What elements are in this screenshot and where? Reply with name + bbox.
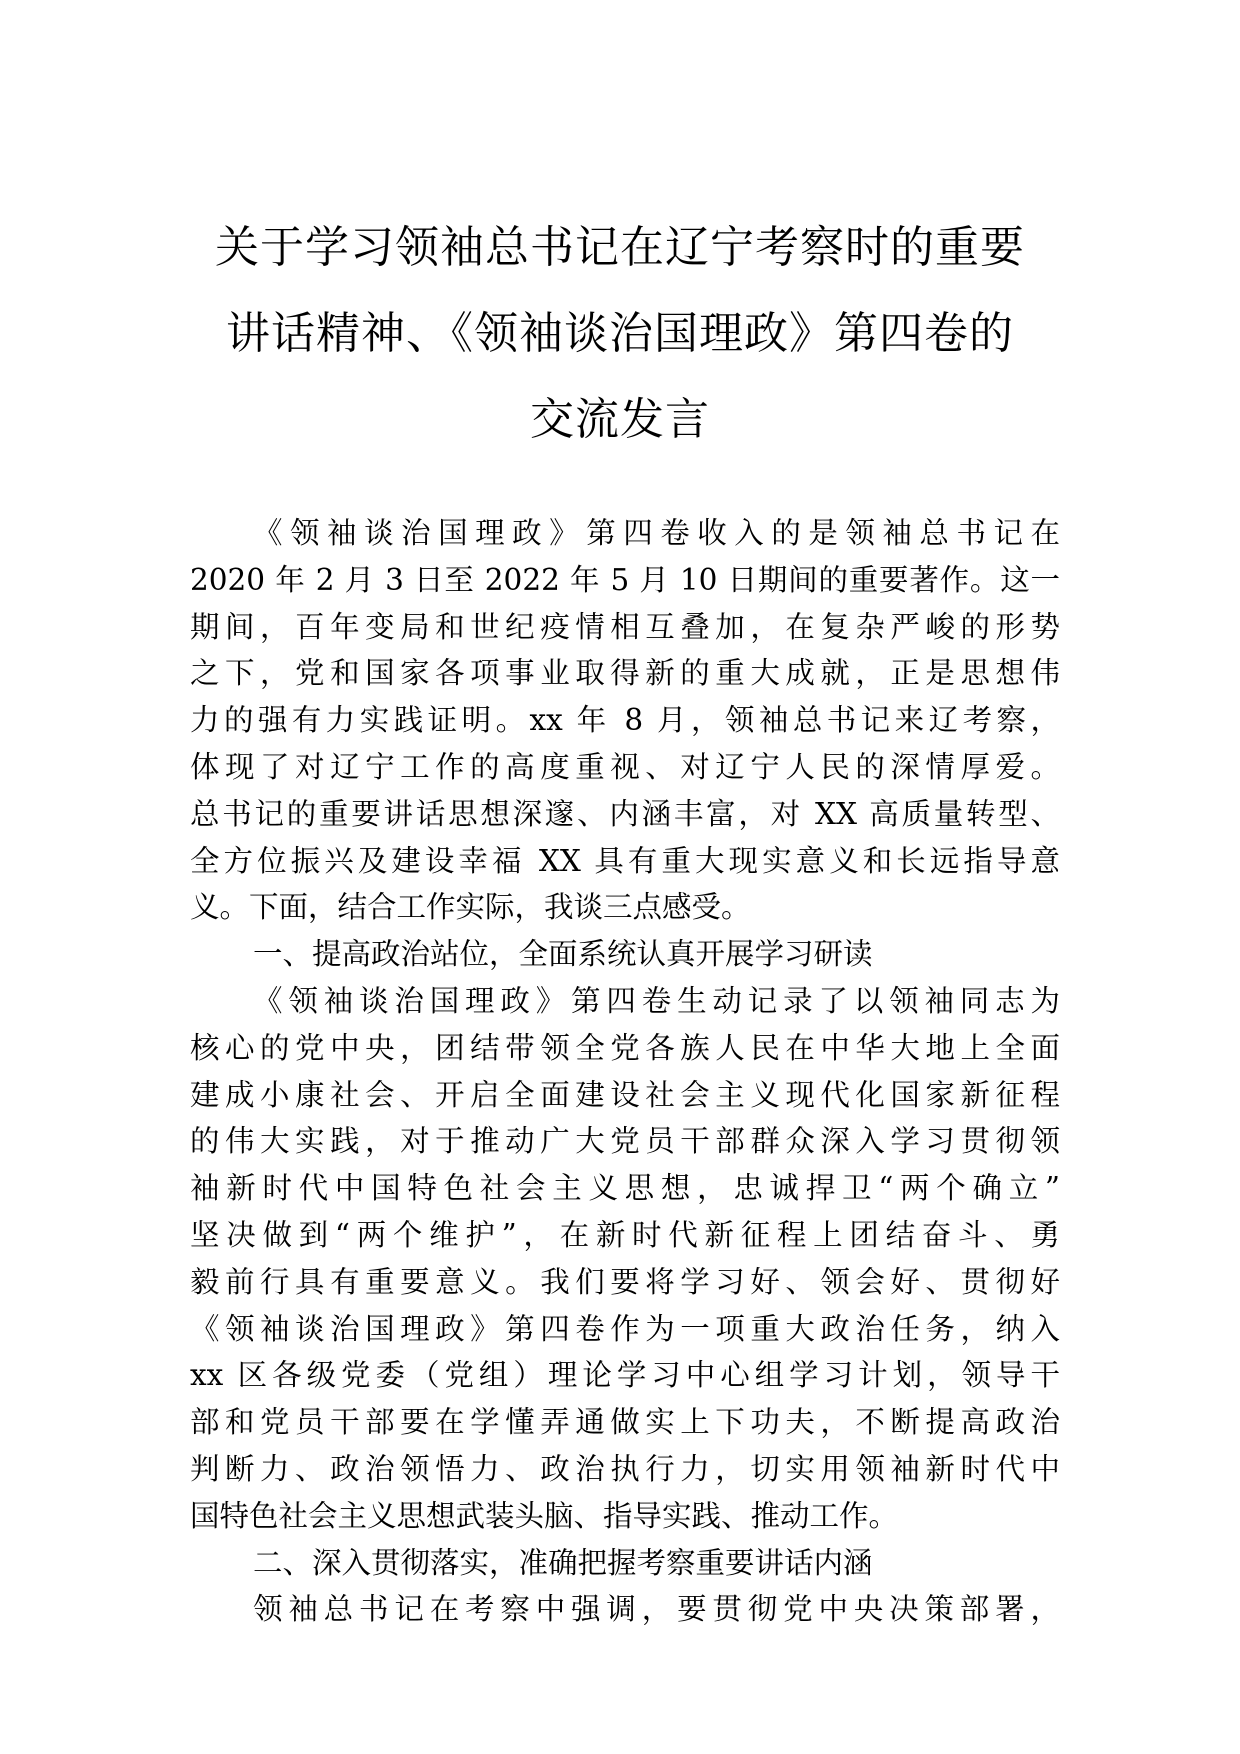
paragraph-line: 核心的党中央，团结带领全党各族人民在中华大地上全面 [190,1030,1060,1065]
section-heading: 二、深入贯彻落实，准确把握考察重要讲话内涵 [253,1545,873,1580]
paragraph-line: 义。下面，结合工作实际，我谈三点感受。 [190,890,751,925]
paragraph-line: 总书记的重要讲话思想深邃、内涵丰富，对 XX 高质量转型、 [190,796,1060,831]
paragraph-line: 的伟大实践，对于推动广大党员干部群众深入学习贯彻领 [190,1124,1060,1159]
paragraph-line: 袖新时代中国特色社会主义思想，忠诚捍卫“两个确立” [190,1171,1060,1206]
paragraph-line: 2020 年 2 月 3 日至 2022 年 5 月 10 日期间的重要著作。这一 [190,562,1060,597]
paragraph-line: 部和党员干部要在学懂弄通做实上下功夫，不断提高政治 [190,1405,1060,1440]
paragraph-line: 《领袖谈治国理政》第四卷作为一项重大政治任务，纳入 [190,1311,1060,1346]
paragraph-line: 《领袖谈治国理政》第四卷生动记录了以领袖同志为 [253,983,1060,1018]
document-title [150,205,1090,463]
title-line: 讲话精神、《领袖谈治国理政》第四卷的 [226,308,1014,359]
title-line: 交流发言 [530,394,710,445]
paragraph-line: 《领袖谈治国理政》第四卷收入的是领袖总书记在 [253,516,1060,550]
paragraph-line: 坚决做到“两个维护”，在新时代新征程上团结奋斗、勇 [190,1217,1060,1252]
paragraph-line: 全方位振兴及建设幸福 XX 具有重大现实意义和长远指导意 [190,843,1060,878]
document-body [190,510,1060,1633]
section-heading: 一、提高政治站位，全面系统认真开展学习研读 [253,937,873,972]
paragraph-line: 国特色社会主义思想武装头脑、指导实践、推动工作。 [190,1498,899,1533]
paragraph-line: 建成小康社会、开启全面建设社会主义现代化国家新征程 [190,1077,1060,1112]
paragraph-line: 毅前行具有重要意义。我们要将学习好、领会好、贯彻好 [190,1264,1060,1299]
paragraph-line: 之下，党和国家各项事业取得新的重大成就，正是思想伟 [190,656,1060,691]
paragraph-line: 力的强有力实践证明。xx 年 8 月，领袖总书记来辽考察， [190,703,1060,738]
paragraph-line: 领袖总书记在考察中强调，要贯彻党中央决策部署， [253,1592,1060,1627]
paragraph-line: xx 区各级党委（党组）理论学习中心组学习计划，领导干 [190,1358,1060,1393]
paragraph-line: 期间，百年变局和世纪疫情相互叠加，在复杂严峻的形势 [190,609,1060,644]
paragraph-line: 判断力、政治领悟力、政治执行力，切实用领袖新时代中 [190,1451,1060,1486]
paragraph-line: 体现了对辽宁工作的高度重视、对辽宁人民的深情厚爱。 [190,749,1060,784]
title-line: 关于学习领袖总书记在辽宁考察时的重要 [215,222,1025,273]
